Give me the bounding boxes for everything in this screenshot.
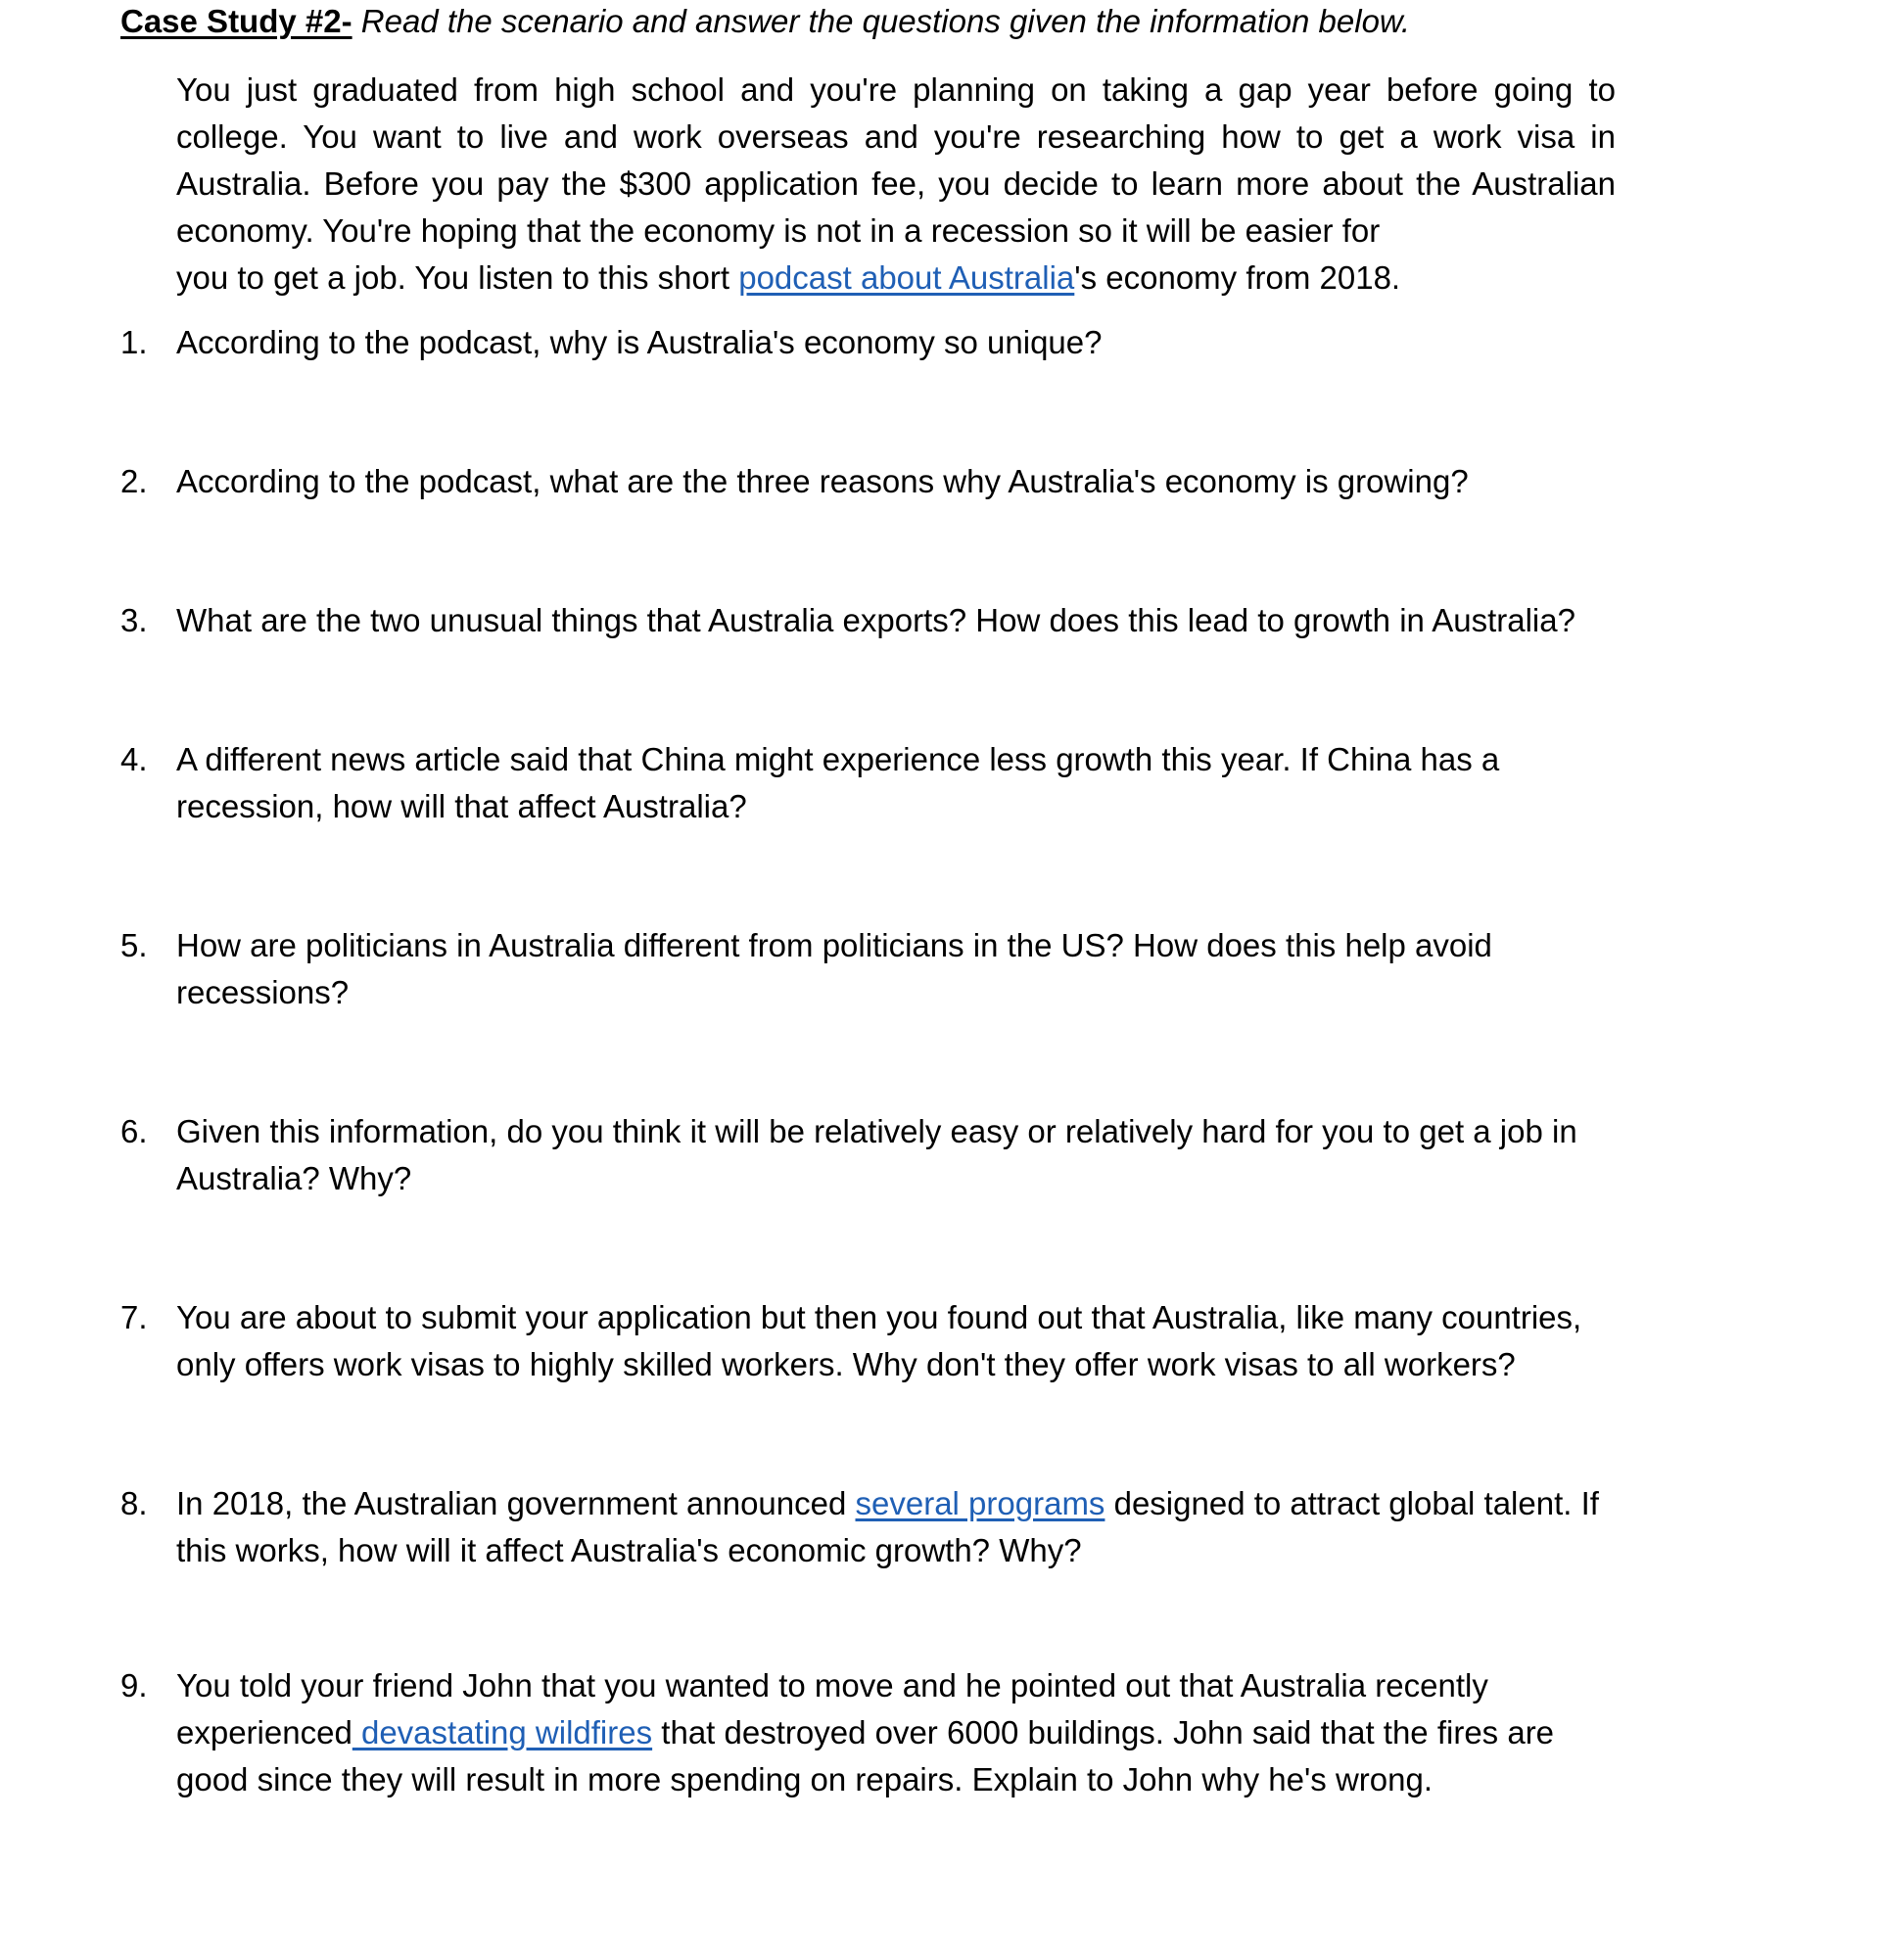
question-text-before-link: In 2018, the Australian government announced xyxy=(176,1485,856,1521)
question-5 xyxy=(120,922,1687,1016)
question-number: 1. xyxy=(120,324,148,360)
case-study-title: Case Study #2- xyxy=(120,3,352,39)
devastating-wildfires-link[interactable]: devastating wildfires xyxy=(352,1714,653,1750)
question-number: 5. xyxy=(120,927,148,963)
question-number: 4. xyxy=(120,741,148,777)
question-3 xyxy=(120,597,1687,644)
question-text xyxy=(176,1480,1665,1574)
question-text-before-link: experienced xyxy=(176,1714,352,1750)
question-text: According to the podcast, why is Australia's economy so unique? xyxy=(176,324,1103,360)
question-text xyxy=(176,1662,1665,1803)
question-number: 6. xyxy=(120,1113,148,1149)
question-line: You are about to submit your application but then you found out that Australia, like many countries, xyxy=(176,1299,1582,1335)
question-6 xyxy=(120,1108,1687,1202)
podcast-link[interactable]: podcast about Australia xyxy=(738,259,1075,296)
question-1 xyxy=(120,319,1687,366)
question-number: 2. xyxy=(120,463,148,499)
question-8 xyxy=(120,1480,1687,1574)
scenario-text-after-link: 's economy from 2018. xyxy=(1074,259,1401,296)
question-line xyxy=(176,1709,1665,1756)
scenario-last-line-prefix: you to get a job. You listen to this short xyxy=(176,259,739,296)
question-text: According to the podcast, what are the three reasons why Australia's economy is growing? xyxy=(176,463,1469,499)
question-text xyxy=(176,1294,1665,1388)
question-text xyxy=(176,922,1665,1016)
question-line: good since they will result in more spending on repairs. Explain to John why he's wrong. xyxy=(176,1761,1433,1797)
question-line: this works, how will it affect Australia's economic growth? Why? xyxy=(176,1532,1082,1568)
question-4 xyxy=(120,736,1687,830)
question-7 xyxy=(120,1294,1687,1388)
question-line: only offers work visas to highly skilled workers. Why don't they offer work visas to all workers? xyxy=(176,1346,1516,1382)
question-number: 9. xyxy=(120,1667,148,1703)
question-number: 8. xyxy=(120,1485,148,1521)
question-text: What are the two unusual things that Australia exports? How does this lead to growth in Australia? xyxy=(176,602,1575,638)
question-2 xyxy=(120,458,1687,505)
scenario-last-line xyxy=(176,255,1616,302)
scenario-paragraph xyxy=(176,67,1616,302)
question-number: 7. xyxy=(120,1299,148,1335)
question-line: How are politicians in Australia different from politicians in the US? How does this help avoid xyxy=(176,927,1492,963)
question-line: You told your friend John that you wanted to move and he pointed out that Australia recently xyxy=(176,1667,1488,1703)
question-line: recessions? xyxy=(176,974,350,1010)
question-text-after-link: that destroyed over 6000 buildings. John said that the fires are xyxy=(652,1714,1555,1750)
question-line xyxy=(176,1480,1665,1527)
question-text xyxy=(176,736,1665,830)
question-text-after-link: designed to attract global talent. If xyxy=(1104,1485,1599,1521)
question-number: 3. xyxy=(120,602,148,638)
scenario-text: You just graduated from high school and you're planning on taking a gap year before going to college. You want to live and work overseas and you're researching how to get a work visa in Australia. Before you pay the $300 application fee, you decide to learn more about the Australian economy. You're hoping that the economy is not in a recession so it will be easier for xyxy=(176,71,1616,249)
question-9 xyxy=(120,1662,1687,1803)
question-line: A different news article said that China might experience less growth this year. If China has a xyxy=(176,741,1500,777)
question-text xyxy=(176,1108,1665,1202)
case-study-heading xyxy=(120,0,1687,43)
question-line: Australia? Why? xyxy=(176,1160,412,1196)
case-study-instructions: Read the scenario and answer the questions given the information below. xyxy=(352,3,1411,39)
question-line: recession, how will that affect Australia? xyxy=(176,788,747,824)
several-programs-link[interactable]: several programs xyxy=(855,1485,1105,1521)
question-line: Given this information, do you think it will be relatively easy or relatively hard for you to get a job in xyxy=(176,1113,1577,1149)
